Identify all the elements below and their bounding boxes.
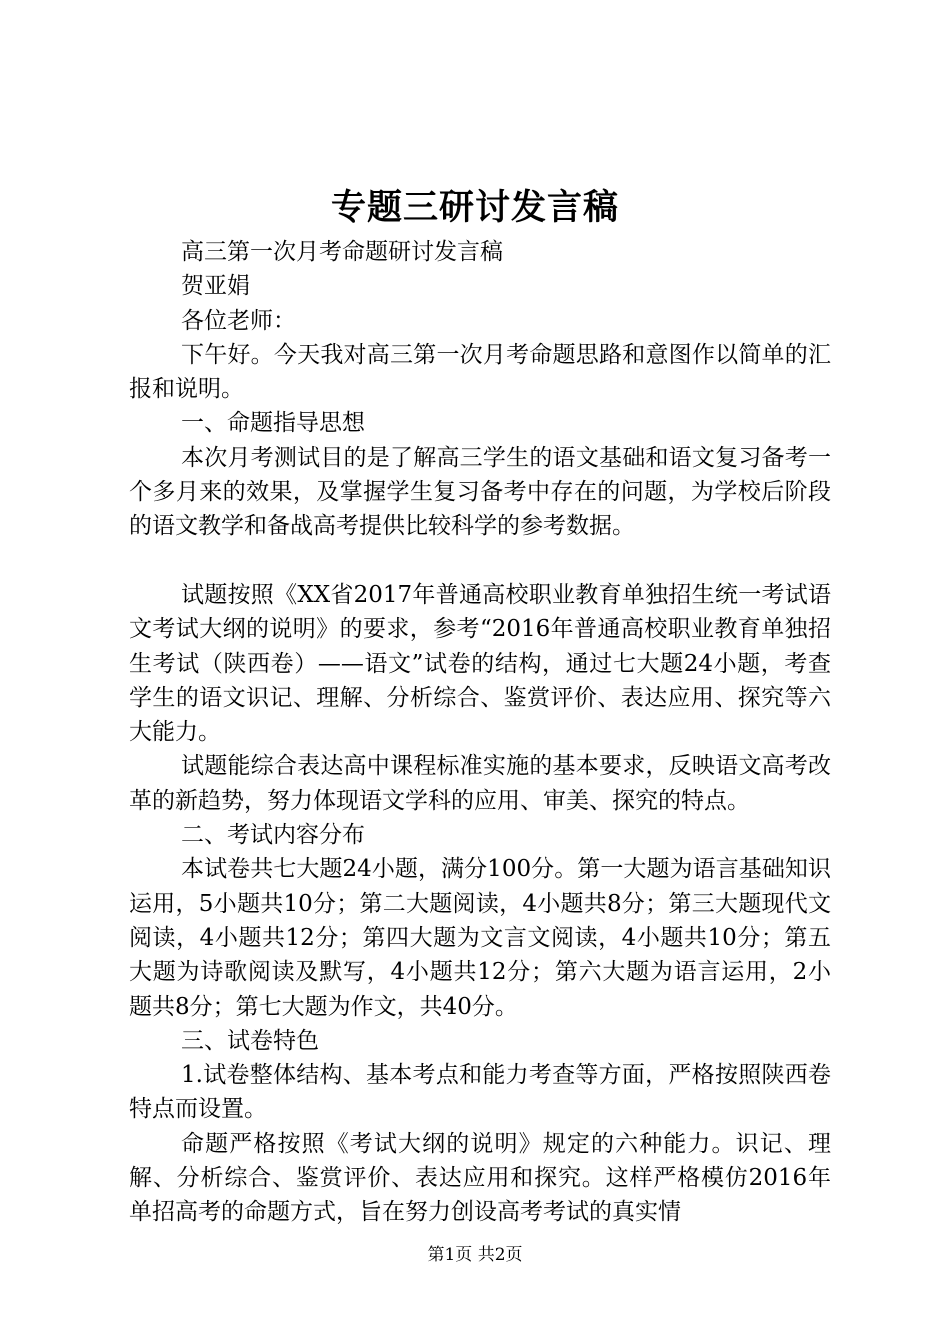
section-heading-2: 二、考试内容分布	[181, 822, 365, 849]
document-body	[129, 235, 831, 1230]
section-heading-1: 一、命题指导思想	[181, 410, 365, 437]
paragraph-purpose: 本次月考测试目的是了解高三学生的语文基础和语文复习备考一个多月来的效果，及掌握学生复习备考中存在的问题，为学校后阶段的语文教学和备战高考提供比较科学的参考数据。	[129, 444, 831, 540]
paragraph-subtitle: 高三第一次月考命题研讨发言稿	[181, 239, 503, 265]
paragraph-author: 贺亚娟	[181, 273, 250, 300]
paragraph-structure: 1.试卷整体结构、基本考点和能力考查等方面，严格按照陕西卷特点而设置。	[129, 1062, 831, 1123]
paragraph-greeting: 下午好。今天我对高三第一次月考命题思路和意图作以简单的汇报和说明。	[129, 341, 831, 403]
paragraph-basis: 试题按照《XX省2017年普通高校职业教育单独招生统一考试语文考试大纲的说明》的要求，参考“2016年普通高校职业教育单独招生考试（陕西卷）——语文”试卷的结构，通过七大题24小题，考查学生的语文识记、理解、分析综合、鉴赏评价、表达应用、探究等六大能力。	[129, 581, 831, 746]
paragraph-distribution: 本试卷共七大题24小题，满分100分。第一大题为语言基础知识运用，5小题共10分；第二大题阅读，4小题共8分；第三大题现代文阅读，4小题共12分；第四大题为文言文阅读，4小题共10分；第五大题为诗歌阅读及默写，4小题共12分；第六大题为语言运用，2小题共8分；第七大题为作文，共40分。	[129, 856, 831, 1020]
page-footer: 第1页 共2页	[427, 1245, 523, 1265]
paragraph-features: 试题能综合表达高中课程标准实施的基本要求，反映语文高考改革的新趋势，努力体现语文学科的应用、审美、探究的特点。	[129, 753, 831, 814]
document-title: 专题三研讨发言稿	[330, 187, 619, 228]
paragraph-abilities: 命题严格按照《考试大纲的说明》规定的六种能力。识记、理解、分析综合、鉴赏评价、表达应用和探究。这样严格模仿2016年单招高考的命题方式，旨在努力创设高考考试的真实情	[129, 1130, 831, 1226]
section-heading-3: 三、试卷特色	[181, 1027, 319, 1054]
paragraph-salutation: 各位老师：	[181, 307, 296, 334]
